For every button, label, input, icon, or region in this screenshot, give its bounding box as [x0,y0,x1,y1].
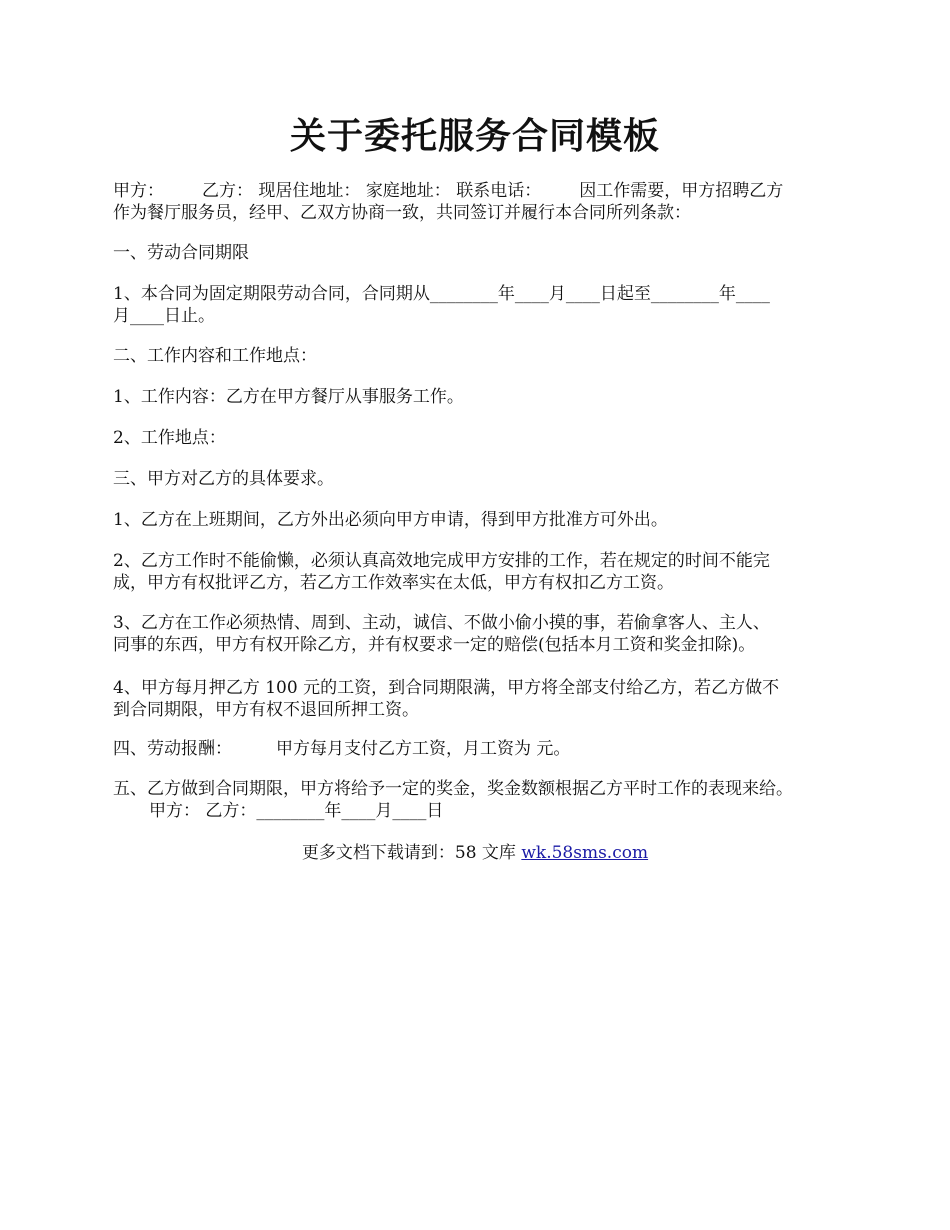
section-3-heading: 三、甲方对乙方的具体要求。 [113,469,334,489]
section-3-paragraph-1: 1、乙方在上班期间，乙方外出必须向甲方申请，得到甲方批准方可外出。 [113,510,668,530]
section-3-paragraph-2 [113,550,843,594]
party-b-label: 乙方： [202,181,253,201]
download-footer [0,842,950,864]
section-2-heading: 二、工作内容和工作地点： [113,346,317,366]
section-5-line-2 [113,800,843,822]
section-5-paragraph [113,778,843,822]
party-a-label: 甲方： [113,181,164,201]
section-1-paragraph-1-line-1: 1、本合同为固定期限劳动合同，合同期从________年____月____日起至________年____ [113,284,770,304]
section-4-paragraph [113,738,843,760]
intro-line-1 [113,180,843,202]
section-5-line-1: 五、乙方做到合同期限，甲方将给予一定的奖金，奖金数额根据乙方平时工作的表现来给。 [113,779,793,799]
section-3-paragraph-2-line-1: 2、乙方工作时不能偷懒，必须认真高效地完成甲方安排的工作，若在规定的时间不能完 [113,551,770,571]
section-3-paragraph-3-line-1: 3、乙方在工作必须热情、周到、主动，诚信、不做小偷小摸的事，若偷拿客人、主人、 [113,613,770,633]
current-address-label: 现居住地址： [258,181,361,201]
signature-line: 甲方： 乙方：________年____月____日 [149,801,444,821]
section-1-heading: 一、劳动合同期限 [113,243,249,263]
intro-paragraph [113,180,843,224]
section-1-paragraph-1 [113,283,843,327]
section-2-paragraph-1: 1、工作内容：乙方在甲方餐厅从事服务工作。 [113,387,464,407]
section-2-paragraph-2: 2、工作地点： [113,428,226,448]
intro-line-2: 作为餐厅服务员，经甲、乙双方协商一致，共同签订并履行本合同所列条款： [113,203,691,223]
section-3-paragraph-4-line-2: 到合同期限，甲方有权不退回所押工资。 [113,700,419,720]
document-title: 关于委托服务合同模板 [289,115,660,157]
section-4-text: 甲方每月支付乙方工资，月工资为 元。 [276,739,571,759]
section-3-paragraph-3 [113,612,843,656]
footer-prefix: 更多文档下载请到：58 文库 [301,843,522,863]
section-3-paragraph-4-line-1: 4、甲方每月押乙方 100 元的工资，到合同期限满，甲方将全部支付给乙方，若乙方做不 [113,678,780,698]
section-3-paragraph-4 [113,677,843,721]
section-1-paragraph-1-line-2: 月____日止。 [113,306,215,326]
intro-line-1-rest: 因工作需要，甲方招聘乙方 [579,181,784,201]
phone-label: 联系电话： [456,181,542,201]
footer-link[interactable]: wk.58sms.com [521,843,649,863]
section-3-paragraph-3-line-2: 同事的东西，甲方有权开除乙方，并有权要求一定的赔偿(包括本月工资和奖金扣除)。 [113,635,756,655]
section-3-paragraph-2-line-2: 成，甲方有权批评乙方，若乙方工作效率实在太低，甲方有权扣乙方工资。 [113,573,674,593]
section-4-heading: 四、劳动报酬： [113,739,232,759]
home-address-label: 家庭地址： [365,181,451,201]
